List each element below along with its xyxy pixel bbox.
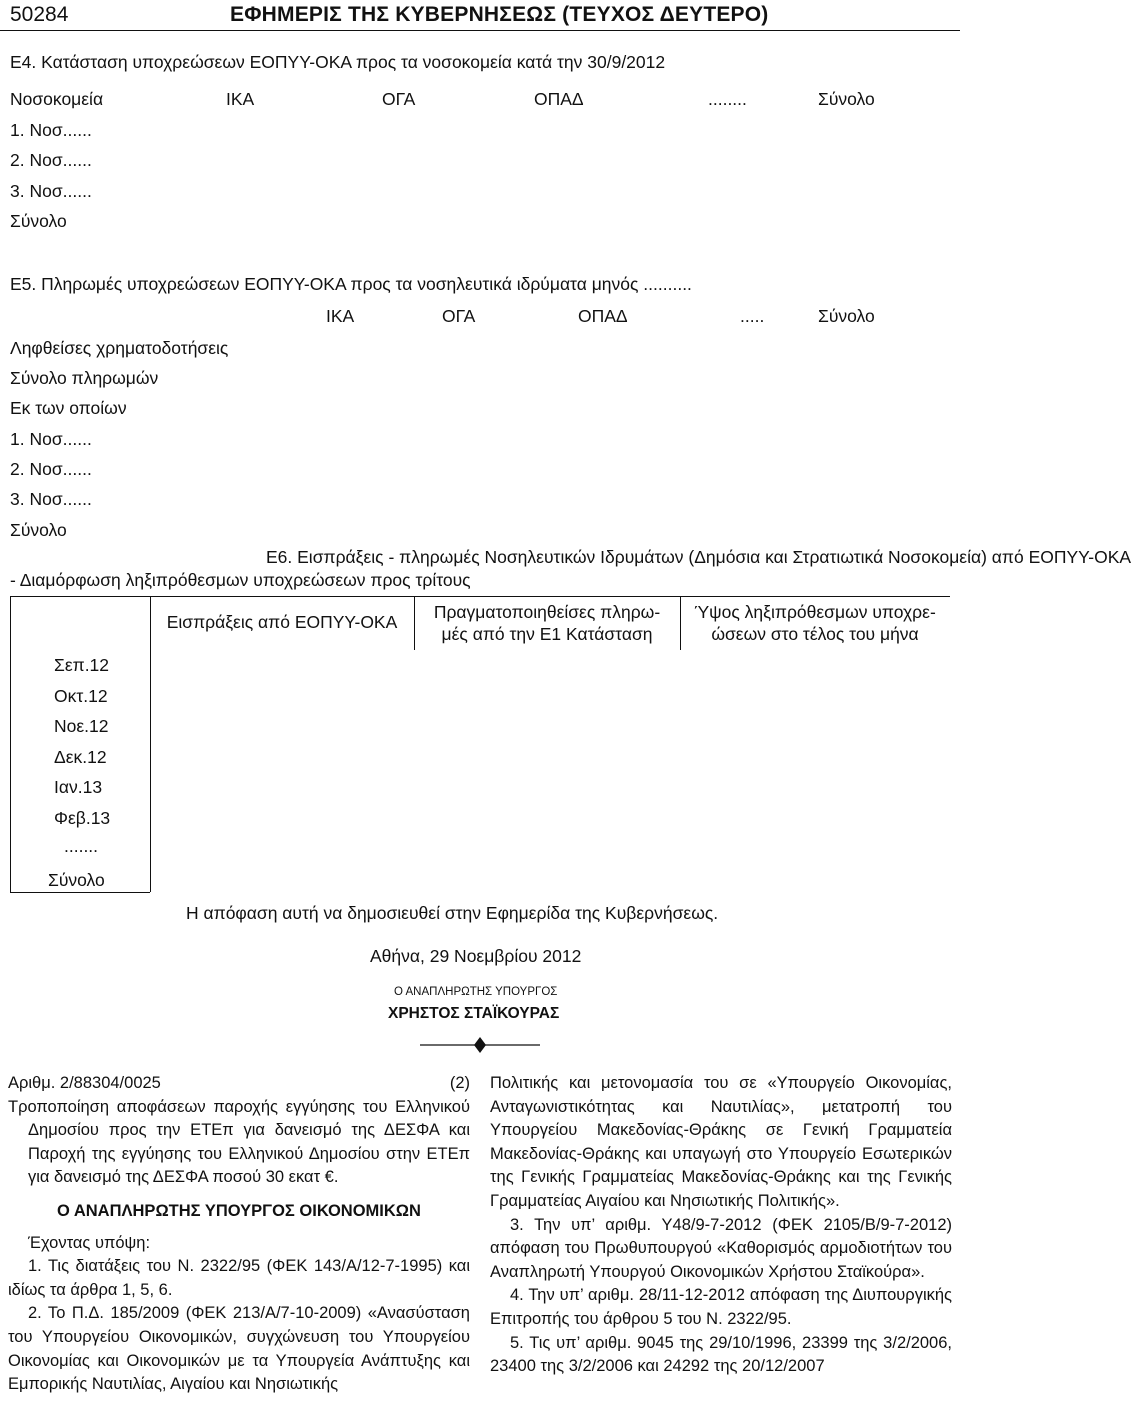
e4-row-total: Σύνολο bbox=[10, 211, 67, 231]
e6-row-dec12: Δεκ.12 bbox=[54, 747, 107, 767]
decision-subject: Τροποποίηση αποφάσεων παροχής εγγύησης του Ελληνικού Δημοσίου προς την ΕΤΕπ για δανεισμό της ΔΕΣΦΑ και Παροχή της εγγύησης του Ελληνικού Δημοσίου στην ΕΤΕπ για δανεισμό της ΔΕΣΦΑ ποσού 30 εκατ €. bbox=[8, 1097, 470, 1187]
minister-title: Ο ΑΝΑΠΛΗΡΩΤΗΣ ΥΠΟΥΡΓΟΣ bbox=[394, 986, 558, 998]
e6-col-overdue-line2: ώσεων στο τέλος του μήνα bbox=[711, 623, 919, 644]
e6-table-bottom-border bbox=[10, 892, 150, 893]
e5-col-opad: ΟΠΑΔ bbox=[578, 306, 628, 326]
diamond-separator-icon bbox=[420, 1035, 540, 1055]
left-column bbox=[8, 1072, 470, 1397]
e6-col-overdue bbox=[680, 602, 950, 646]
item-3: 3. Την υπ’ αριθμ. Υ48/9-7-2012 (ΦΕΚ 2105/Β/9-7-2012) απόφαση του Πρωθυπουργού «Καθορισμός αρμοδιοτήτων του Αναπληρωτή Υπουργού Οικονομικών Χρήστου Σταϊκούρα». bbox=[490, 1215, 952, 1281]
e5-title: Ε5. Πληρωμές υποχρεώσεων ΕΟΠΥΥ-ΟΚΑ προς τα νοσηλευτικά ιδρύματα μηνός .......... bbox=[10, 274, 692, 294]
e6-col-divider-1 bbox=[150, 596, 151, 892]
item-4: 4. Την υπ’ αριθμ. 28/11-12-2012 απόφαση της Διυπουργικής Επιτροπής του άρθρου 5 του Ν. 2322/95. bbox=[490, 1286, 952, 1328]
e4-col-dots: ........ bbox=[708, 89, 747, 109]
page-number: 50284 bbox=[10, 3, 69, 26]
e4-col-opad: ΟΠΑΔ bbox=[534, 89, 584, 109]
e6-table-left-border bbox=[10, 596, 11, 892]
item-5: 5. Τις υπ’ αριθμ. 9045 της 29/10/1996, 23399 της 3/2/2006, 23400 της 3/2/2006 και 24292 της 20/12/2007 bbox=[490, 1333, 952, 1376]
page-header bbox=[0, 0, 960, 28]
e5-row-funding: Ληφθείσες χρηματοδοτήσεις bbox=[10, 338, 229, 358]
e4-col-oga: ΟΓΑ bbox=[382, 89, 416, 109]
e5-col-ika: ΙΚΑ bbox=[326, 306, 355, 326]
item-2-continuation: Πολιτικής και μετονομασία του σε «Υπουργείο Οικονομίας, Ανταγωνιστικότητας και Ναυτιλίας», μετατροπή του Υπουργείου Μακεδονίας-Θράκης σε Γενική Γραμματεία Μακεδονίας-Θράκης και υπαγωγή στο Υπουργείο Εσωτερικών της Γενικής Γραμματείας Μακεδονίας-Θράκης και της Γενικής Γραμματείας Αιγαίου και Νησιωτικής Πολιτικής». bbox=[490, 1074, 952, 1210]
e6-row-jan13: Ιαν.13 bbox=[54, 777, 103, 797]
header-rule bbox=[0, 30, 960, 31]
e6-col-overdue-line1: Ύψος ληξιπρόθεσμων υποχρε- bbox=[694, 602, 936, 622]
e5-col-oga: ΟΓΑ bbox=[442, 306, 476, 326]
e4-row-3: 3. Νοσ...... bbox=[10, 181, 92, 201]
e6-row-more: ....... bbox=[64, 836, 99, 856]
e5-col-total: Σύνολο bbox=[818, 306, 875, 326]
e4-title: Ε4. Κατάσταση υποχρεώσεων ΕΟΠΥΥ-ΟΚΑ προς τα νοσοκομεία κατά την 30/9/2012 bbox=[10, 52, 666, 72]
considering-label: Έχοντας υπόψη: bbox=[28, 1233, 151, 1252]
right-column bbox=[490, 1072, 952, 1379]
publish-statement: Η απόφαση αυτή να δημοσιευθεί στην Εφημερίδα της Κυβερνήσεως. bbox=[186, 903, 719, 923]
e6-row-sep12: Σεπ.12 bbox=[54, 655, 110, 675]
e6-row-total: Σύνολο bbox=[48, 870, 105, 890]
e6-col-receipts: Εισπράξεις από ΕΟΠΥΥ-ΟΚΑ bbox=[166, 612, 398, 632]
e4-row-2: 2. Νοσ...... bbox=[10, 150, 92, 170]
place-date: Αθήνα, 29 Νοεμβρίου 2012 bbox=[370, 946, 582, 966]
e5-col-dots: ..... bbox=[740, 306, 765, 326]
item-1: 1. Τις διατάξεις του Ν. 2322/95 (ΦΕΚ 143/Α/12-7-1995) και ιδίως τα άρθρα 1, 5, 6. bbox=[8, 1257, 470, 1299]
e6-row-oct12: Οκτ.12 bbox=[54, 686, 108, 706]
decision-number-row bbox=[8, 1072, 470, 1096]
e4-col-hospitals: Νοσοκομεία bbox=[10, 89, 104, 109]
e6-row-feb13: Φεβ.13 bbox=[54, 808, 111, 828]
decision-issuer: Ο ΑΝΑΠΛΗΡΩΤΗΣ ΥΠΟΥΡΓΟΣ ΟΙΚΟΝΟΜΙΚΩΝ bbox=[57, 1201, 421, 1220]
e4-col-ika: ΙΚΑ bbox=[226, 89, 255, 109]
decision-tag: (2) bbox=[449, 1074, 470, 1092]
e6-col-payments-line2: μές από την Ε1 Κατάσταση bbox=[441, 623, 653, 644]
e6-title-line1: Ε6. Εισπράξεις - πληρωμές Νοσηλευτικών Ιδρυμάτων (Δημόσια και Στρατιωτικά Νοσοκομεία) από ΕΟΠΥΥ-ΟΚΑ bbox=[266, 547, 1131, 567]
decision-number: Αριθμ. 2/88304/0025 bbox=[8, 1074, 161, 1092]
e5-row-payments-total: Σύνολο πληρωμών bbox=[10, 368, 159, 388]
e6-table-top-border bbox=[10, 596, 950, 597]
e5-row-total: Σύνολο bbox=[10, 520, 67, 540]
e5-row-1: 1. Νοσ...... bbox=[10, 429, 92, 449]
e5-row-2: 2. Νοσ...... bbox=[10, 459, 92, 479]
e5-row-3: 3. Νοσ...... bbox=[10, 489, 92, 509]
e6-title-line2: - Διαμόρφωση ληξιπρόθεσμων υποχρεώσεων προς τρίτους bbox=[10, 570, 471, 590]
e6-col-payments-line1: Πραγματοποιηθείσες πληρω- bbox=[433, 602, 661, 622]
e4-row-1: 1. Νοσ...... bbox=[10, 120, 92, 140]
item-2: 2. Το Π.Δ. 185/2009 (ΦΕΚ 213/Α/7-10-2009) «Ανασύσταση του Υπουργείου Οικονομικών, συγχώνευση του Υπουργείου Οικονομίας και Οικονομικών με τα Υπουργεία Ανάπτυξης και Εμπορικής Ναυτιλίας, Αιγαίου και Νησιωτικής bbox=[8, 1304, 470, 1394]
e6-row-nov12: Νοε.12 bbox=[54, 716, 109, 736]
minister-name: ΧΡΗΣΤΟΣ ΣΤΑΪΚΟΥΡΑΣ bbox=[388, 1005, 560, 1022]
e4-col-total: Σύνολο bbox=[818, 89, 875, 109]
e5-row-of-which: Εκ των οποίων bbox=[10, 398, 127, 418]
gazette-title: ΕΦΗΜΕΡΙΣ ΤΗΣ ΚΥΒΕΡΝΗΣΕΩΣ (ΤΕΥΧΟΣ ΔΕΥΤΕΡΟ) bbox=[230, 3, 769, 26]
e6-col-payments bbox=[414, 602, 680, 646]
